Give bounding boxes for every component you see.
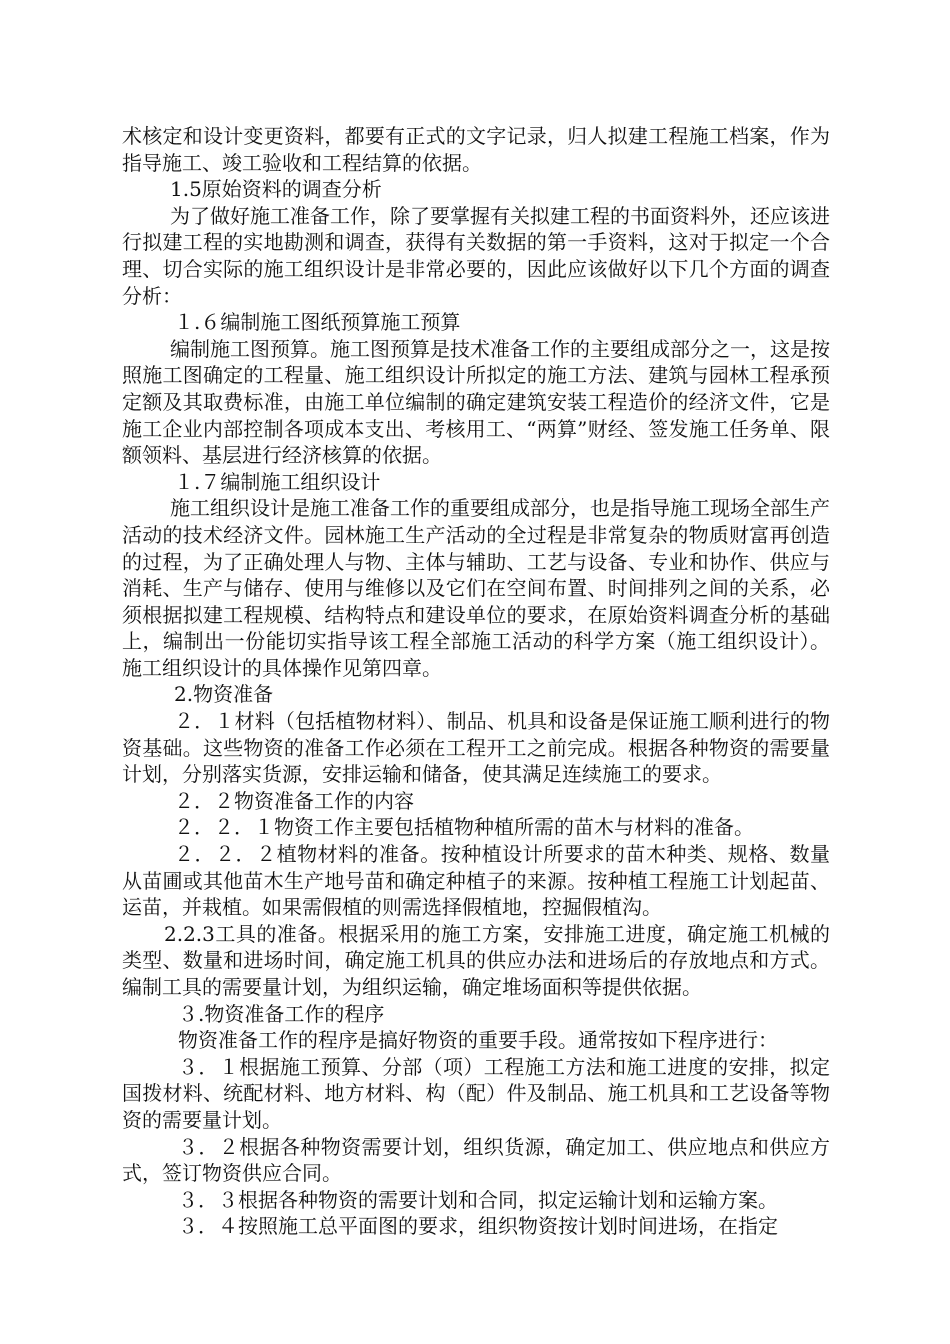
paragraph-organization-design: 施工组织设计是施工准备工作的重要组成部分，也是指导施工现场全部生产活动的技术经济文件。园林施工生产活动的全过程是非常复杂的物质财富再创造的过程，为了正确处理人与物、主体与辅助、工艺与设备、专业和协作、供应与消耗、生产与储存、使用与维修以及它们在空间布置、时间排列之间的关系，必须根据拟建工程规模、结构特点和建设单位的要求，在原始资料调查分析的基础上，编制出一份能切实指导该工程全部施工活动的科学方案（施工组织设计）。施工组织设计的具体操作见第四章。 [122,496,830,680]
paragraph-2-1: ２．１材料（包括植物材料）、制品、机具和设备是保证施工顺利进行的物资基础。这些物资的准备工作必须在工程开工之前完成。根据各种物资的需要量计划，分别落实货源，安排运输和储备，使其满足连续施工的要求。 [122,709,830,787]
paragraph-2-2-1: ２．２．１物资工作主要包括植物种植所需的苗木与材料的准备。 [174,815,754,840]
heading-1-7: １.７编制施工组织设计 [174,469,381,494]
paragraph-3-1: ３．１根据施工预算、分部（项）工程施工方法和施工进度的安排，拟定国拨材料、统配材料、地方材料、构（配）件及制品、施工机具和工艺设备等物资的需要量计划。 [122,1054,830,1132]
paragraph-2-2-3: 2.2.3工具的准备。根据采用的施工方案，安排施工进度，确定施工机械的类型、数量和进场时间，确定施工机具的供应办法和进场后的存放地点和方式。编制工具的需要量计划，为组织运输，确定堆场面积等提供依据。 [122,921,830,999]
document-body [122,123,830,1240]
paragraph-budget: 编制施工图预算。施工图预算是技术准备工作的主要组成部分之一，这是按照施工图确定的工程量、施工组织设计所拟定的施工方法、建筑与园林工程承预定额及其取费标准，由施工单位编制的确定建筑安装工程造价的经济文件，它是施工企业内部控制各项成本支出、考核用工、“两算”财经、签发施工任务单、限额领料、基层进行经济核算的依据。 [122,336,830,468]
heading-1-5: 1.5原始资料的调查分析 [170,177,382,202]
paragraph-3-intro: 物资准备工作的程序是搞好物资的重要手段。通常按如下程序进行： [178,1028,778,1053]
paragraph-3-3: ３．３根据各种物资的需要计划和合同，拟定运输计划和运输方案。 [178,1187,778,1212]
heading-2: 2.物资准备 [174,682,274,707]
paragraph-archive-note: 术核定和设计变更资料，都要有正式的文字记录，归人拟建工程施工档案，作为指导施工、竣工验收和工程结算的依据。 [122,124,830,175]
paragraph-3-4: ３．４按照施工总平面图的要求，组织物资按计划时间进场，在指定 [178,1214,778,1239]
paragraph-3-2: ３．２根据各种物资需要计划，组织货源，确定加工、供应地点和供应方式，签订物资供应合同。 [122,1134,830,1186]
paragraph-2-2-2: ２．２．２植物材料的准备。按种植设计所要求的苗木种类、规格、数量从苗圃或其他苗木生产地号苗和确定种植子的来源。按种植工程施工计划起苗、运苗，并栽植。如果需假植的则需选择假植地，控掘假植沟。 [122,842,830,920]
paragraph-survey: 为了做好施工准备工作，除了要掌握有关拟建工程的书面资料外，还应该进行拟建工程的实地勘测和调查，获得有关数据的第一手资料，这对于拟定一个合理、切合实际的施工组织设计是非常必要的，因此应该做好以下几个方面的调查分析： [122,203,830,308]
heading-3: ３.物资准备工作的程序 [178,1001,385,1026]
heading-2-2: ２．２物资准备工作的内容 [174,788,414,813]
heading-1-6: １.６编制施工图纸预算施工预算 [174,310,461,335]
